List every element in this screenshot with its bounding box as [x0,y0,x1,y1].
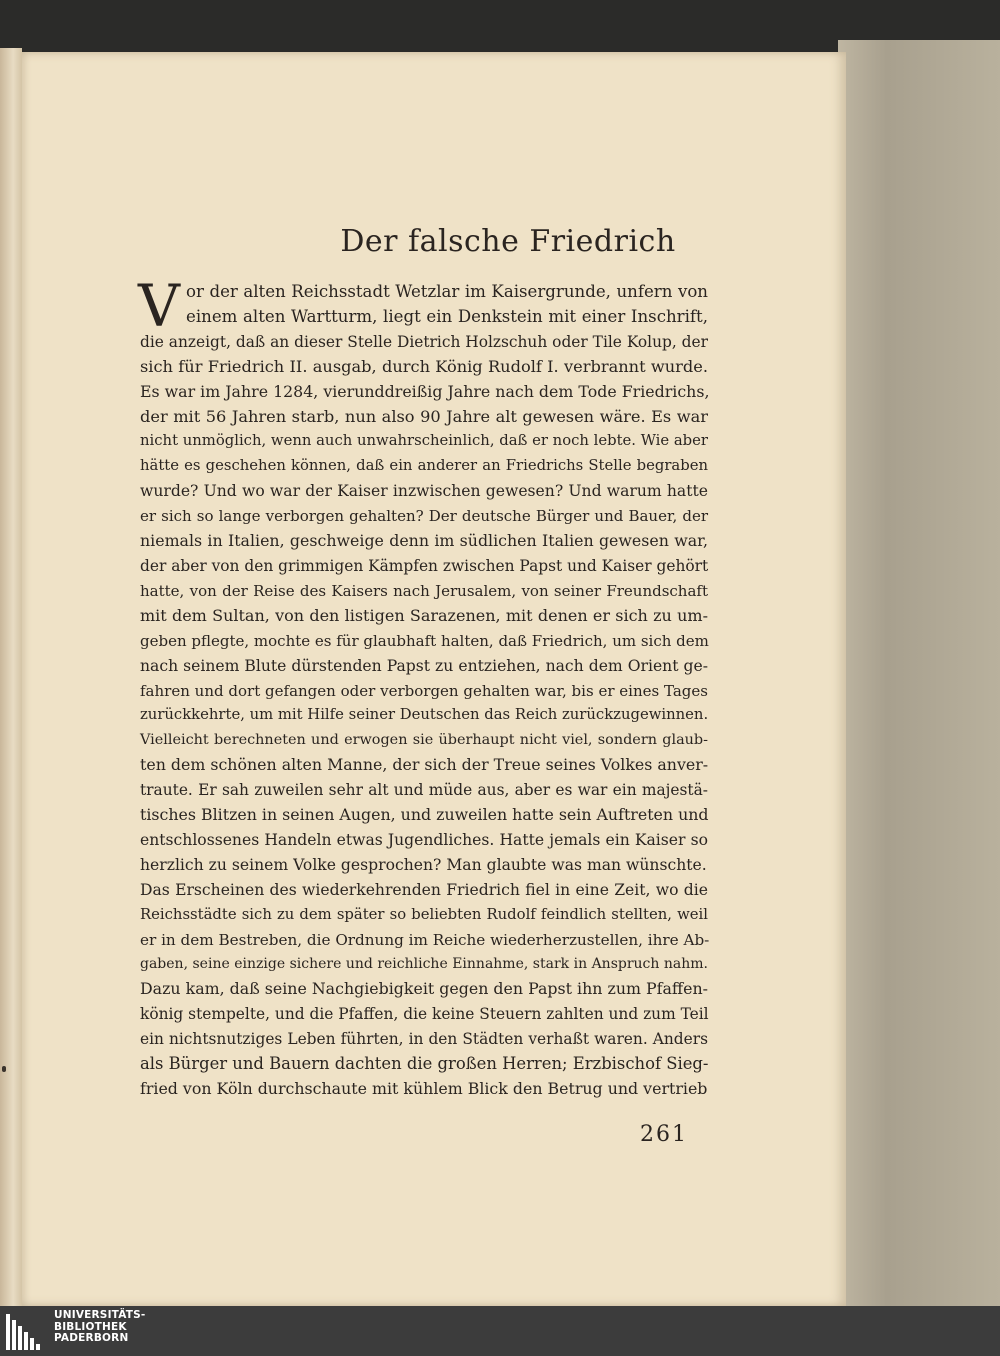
text-line: er in dem Bestreben, die Ordnung im Reiche wiederherzustellen, ihre Ab- [140,930,710,949]
text-line: der mit 56 Jahren starb, nun also 90 Jahre alt gewesen wäre. Es war [140,406,708,426]
text-line: herzlich zu seinem Volke gesprochen? Man glaubte was man wünschte. [140,855,707,874]
text-line: nicht unmöglich, wenn auch unwahrscheinlich, daß er noch lebte. Wie aber [140,432,708,450]
text-line: könig stempelte, und die Pfaffen, die keine Steuern zahlten und zum Teil [140,1005,709,1024]
text-line: Vielleicht berechneten und erwogen sie überhaupt nicht viel, sondern glaub- [140,732,708,749]
text-line: hätte es geschehen können, daß ein anderer an Friedrichs Stelle begraben [140,457,708,475]
text-line: ten dem schönen alten Manne, der sich der Treue seines Volkes anver- [140,755,709,775]
text-line: mit dem Sultan, von den listigen Sarazenen, mit denen er sich zu um- [140,605,708,625]
left-page-edge [0,48,22,1306]
drop-cap: V [138,272,180,340]
text-line: ein nichtsnutziges Leben führten, in den Städten verhaßt waren. Anders [140,1030,708,1049]
text-line: Das Erscheinen des wiederkehrenden Friedrich fiel in eine Zeit, wo die [140,880,708,899]
text-line: als Bürger und Bauern dachten die großen Herren; Erzbischof Sieg- [140,1054,709,1074]
text-line: nach seinem Blute dürstenden Papst zu entziehen, nach dem Orient ge- [140,656,708,675]
text-line: fahren und dort gefangen oder verborgen gehalten war, bis er eines Tages [140,681,708,700]
page-number: 261 [640,1122,688,1147]
text-line: entschlossenes Handeln etwas Jugendliches. Hatte jemals ein Kaiser so [140,830,708,849]
text-line: geben pflegte, mochte es für glaubhaft halten, daß Friedrich, um sich dem [140,631,709,650]
text-line: hatte, von der Reise des Kaisers nach Jerusalem, von seiner Freundschaft [140,581,708,600]
text-lines [138,272,710,1102]
chapter-title: Der falsche Friedrich [340,224,676,259]
text-line: Dazu kam, daß seine Nachgiebigkeit gegen den Papst ihn zum Pfaffen- [140,979,708,999]
logo-line-2: BIBLIOTHEK [54,1320,127,1333]
text-line: wurde? Und wo war der Kaiser inzwischen gewesen? Und warum hatte [140,482,708,501]
text-line: or der alten Reichsstadt Wetzlar im Kaisergrunde, unfern von [186,282,708,301]
book-page [22,52,846,1306]
logo-line-3: PADERBORN [54,1332,129,1344]
library-logo-icon [6,1314,46,1350]
text-line: niemals in Italien, geschweige denn im südlichen Italien gewesen war, [140,531,708,551]
book-cover-edge [838,40,1000,1306]
text-line: einem alten Wartturm, liegt ein Denkstein mit einer Inschrift, [186,306,708,326]
text-line: sich für Friedrich II. ausgab, durch König Rudolf I. verbrannt wurde. [140,356,708,376]
text-line: tisches Blitzen in seinen Augen, und zuweilen hatte sein Auftreten und [140,805,709,825]
text-line: der aber von den grimmigen Kämpfen zwischen Papst und Kaiser gehört [140,556,709,575]
text-line: die anzeigt, daß an dieser Stelle Dietrich Holzschuh oder Tile Kolup, der [140,332,708,351]
footer-bar [0,1306,1000,1356]
text-line: er sich so lange verborgen gehalten? Der deutsche Bürger und Bauer, der [140,507,708,526]
text-line: Reichsstädte sich zu dem später so beliebten Rudolf feindlich stellten, weil [140,905,708,923]
text-line: fried von Köln durchschaute mit kühlem Blick den Betrug und vertrieb [140,1079,708,1098]
margin-mark [2,1066,6,1072]
body-text [138,272,710,1102]
logo-line-1: UNIVERSITÄTS- [54,1309,146,1321]
library-logo-text [54,1310,145,1345]
text-line: gaben, seine einzige sichere und reichliche Einnahme, stark in Anspruch nahm. [140,956,708,973]
text-line: zurückkehrte, um mit Hilfe seiner Deutschen das Reich zurückzugewinnen. [140,706,709,724]
text-line: traute. Er sah zuweilen sehr alt und müde aus, aber es war ein majestä- [140,781,708,800]
text-line: Es war im Jahre 1284, vierunddreißig Jahre nach dem Tode Friedrichs, [140,381,710,401]
